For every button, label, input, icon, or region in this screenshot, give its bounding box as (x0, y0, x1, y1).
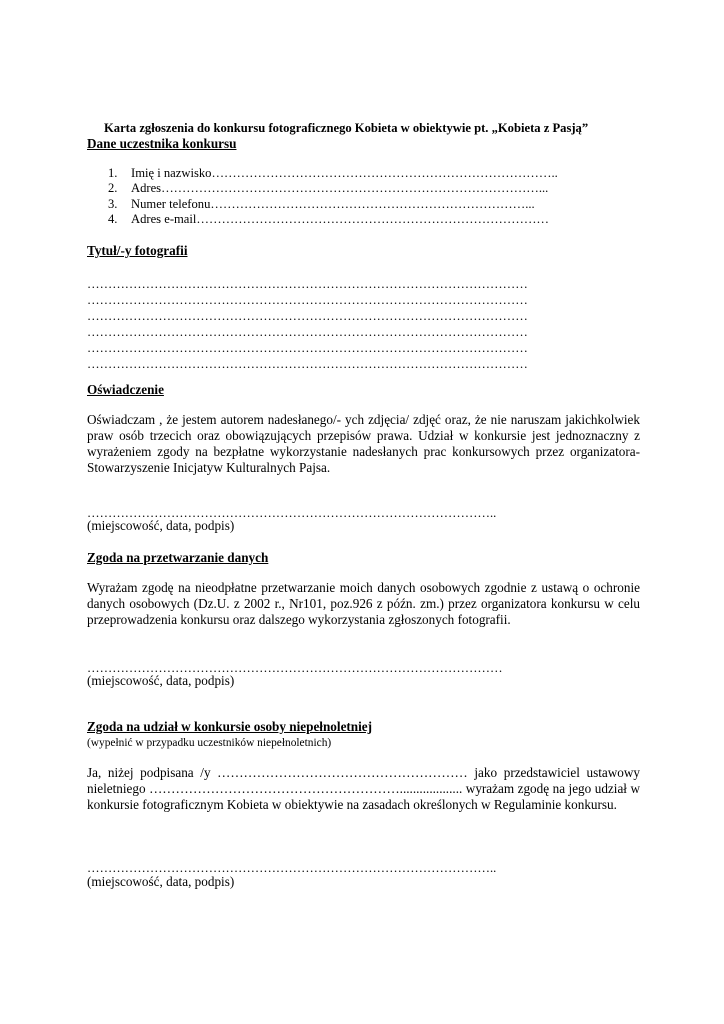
list-item: 2. Adres………………………………………………………………………………... (108, 181, 549, 196)
statement-signature-line: …………………………………………………………………………………….. (87, 506, 497, 520)
consent-signature-line: ……………………………………………………………………………………… (87, 661, 503, 675)
photo-title-line: …………………………………………………………………………………………… (87, 325, 528, 339)
consent-signature-caption: (miejscowość, data, podpis) (87, 673, 235, 688)
list-item: 4. Adres e-mail………………………………………………………………………… (108, 211, 550, 226)
statement-heading: Oświadczenie (87, 382, 164, 397)
photo-title-line: …………………………………………………………………………………………… (87, 293, 528, 307)
consent-body: Wyrażam zgodę na nieodpłatne przetwarzanie moich danych osobowych zgodnie z ustawą o ochronie danych osobowych (Dz.U. z 2002 r., Nr101, poz.926 z późn. zm.) przez organizatora konkursu w celu przeprowadzenia konkursu oraz dalszego wykorzystania zgłoszonych fotografii. (87, 580, 640, 627)
list-item: 1. Imię i nazwisko……………………………………………………………………….. (108, 166, 558, 180)
statement-signature-caption: (miejscowość, data, podpis) (87, 518, 235, 533)
minor-signature-caption: (miejscowość, data, podpis) (87, 874, 235, 889)
photo-title-line: …………………………………………………………………………………………… (87, 277, 528, 291)
photo-title-line: …………………………………………………………………………………………… (87, 357, 528, 371)
participant-fields-list (108, 166, 588, 227)
minor-consent-note: (wypełnić w przypadku uczestników niepełnoletnich) (87, 737, 332, 749)
form-title: Karta zgłoszenia do konkursu fotograficznego Kobieta w obiektywie pt. „Kobieta z Pasją” (104, 121, 589, 135)
minor-consent-heading: Zgoda na udział w konkursie osoby niepełnoletniej (87, 719, 373, 734)
photo-titles-heading: Tytuł/-y fotografii (87, 243, 188, 258)
list-item: 3. Numer telefonu…………………………………………………………………... (108, 196, 535, 211)
statement-body: Oświadczam , że jestem autorem nadesłanego/- ych zdjęcia/ zdjęć oraz, że nie naruszam jakichkolwiek praw osób trzecich oraz obowiązujących przepisów prawa. Udział w konkursie jest jednoznaczny z wyrażeniem zgody na bezpłatne wykorzystanie nadesłanych prac konkursowych przez organizatora-Stowarzyszenie Inicjatyw Kulturalnych Pajsa. (87, 412, 640, 475)
minor-signature-line: …………………………………………………………………………………….. (87, 861, 497, 875)
photo-title-line: …………………………………………………………………………………………… (87, 309, 528, 323)
consent-heading: Zgoda na przetwarzanie danych (87, 550, 269, 565)
minor-consent-body: Ja, niżej podpisana /y ………………………………………………… jako przedstawiciel ustawowy nieletniego …………………………………………………................... wyrażam zgodę na jego udział w konkursie fotograficznym Kobieta w obiektywie na zasadach określonych w Regulaminie konkursu. (87, 765, 640, 812)
photo-title-line: …………………………………………………………………………………………… (87, 341, 528, 355)
participant-data-heading: Dane uczestnika konkursu (87, 136, 237, 151)
